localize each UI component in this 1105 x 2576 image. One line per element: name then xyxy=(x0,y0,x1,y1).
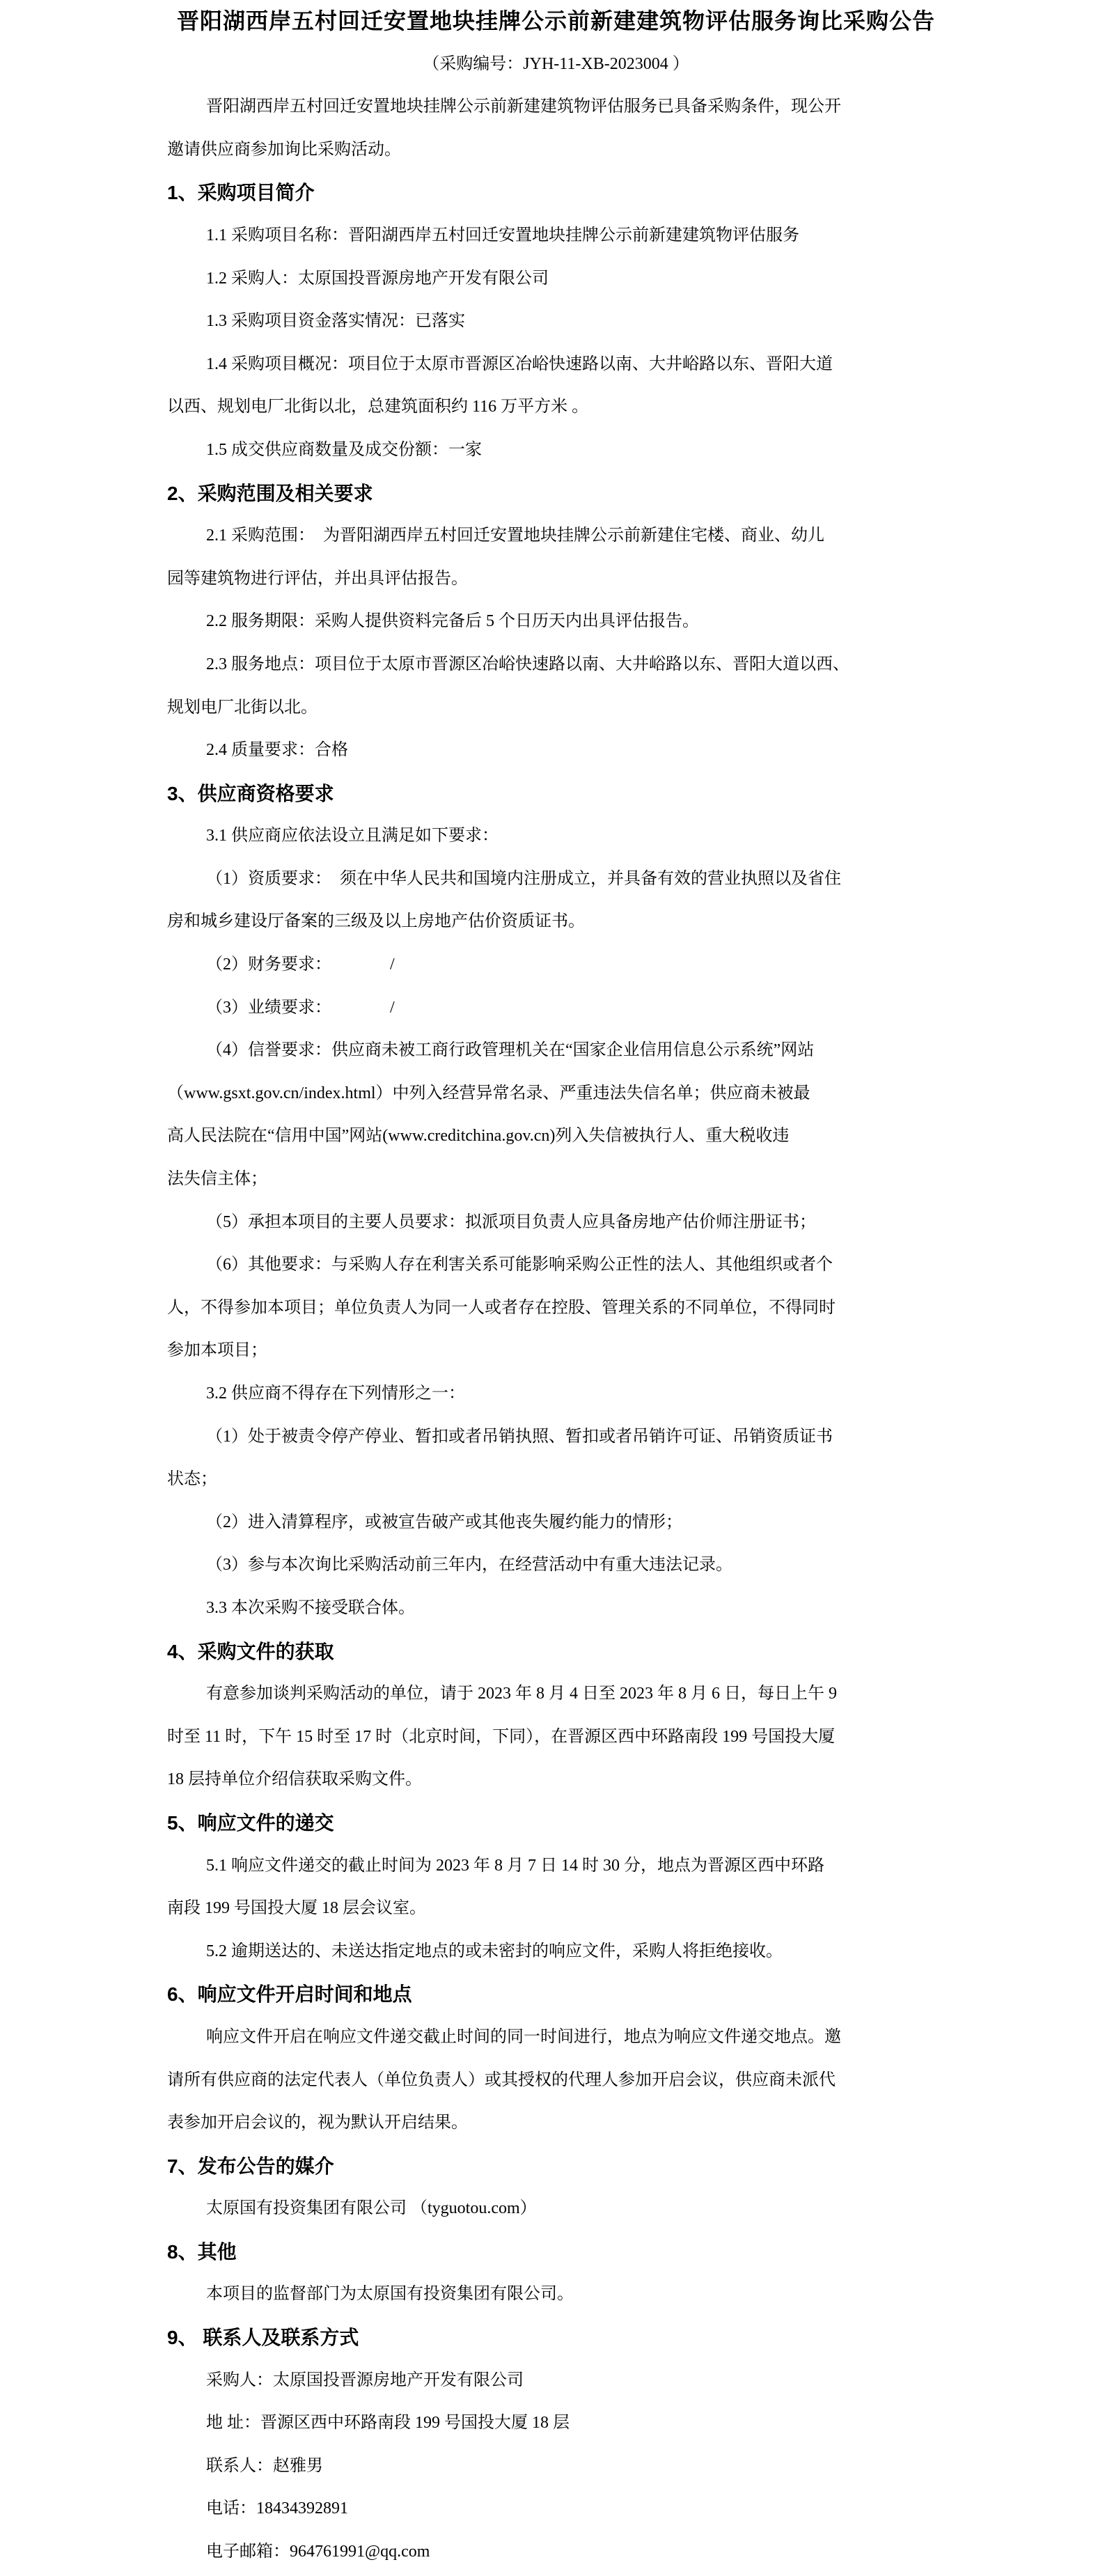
paragraph-line: 1.5 成交供应商数量及成交份额：一家 xyxy=(206,440,482,459)
section-heading: 7、发布公告的媒介 xyxy=(167,2155,334,2177)
paragraph-line: （2）进入清算程序，或被宣告破产或其他丧失履约能力的情形； xyxy=(206,1513,682,1531)
paragraph-line: 18 层持单位介绍信获取采购文件。 xyxy=(167,1770,422,1789)
doc-number: （采购编号：JYH-11-XB-2023004 ） xyxy=(423,54,689,73)
paragraph-line: 表参加开启会议的，视为默认开启结果。 xyxy=(167,2114,468,2132)
paragraph-line: 园等建筑物进行评估，并出具评估报告。 xyxy=(167,569,468,588)
paragraph-line: 本项目的监督部门为太原国有投资集团有限公司。 xyxy=(206,2285,574,2304)
paragraph-line: （1）资质要求： 须在中华人民共和国境内注册成立，并具备有效的营业执照以及省住 xyxy=(206,869,841,888)
paragraph-line: 5.2 逾期送达的、未送达指定地点的或未密封的响应文件，采购人将拒绝接收。 xyxy=(206,1942,783,1960)
paragraph-line: 1.4 采购项目概况：项目位于太原市晋源区冶峪快速路以南、大井峪路以东、晋阳大道 xyxy=(206,354,833,373)
paragraph-line: 2.4 质量要求：合格 xyxy=(206,741,348,760)
paragraph-line: （3）业绩要求： / xyxy=(206,998,395,1017)
paragraph-line: （4）信誉要求：供应商未被工商行政管理机关在“国家企业信用信息公示系统”网站 xyxy=(206,1041,815,1060)
section-heading: 4、采购文件的获取 xyxy=(167,1640,334,1662)
paragraph-line: 1.1 采购项目名称：晋阳湖西岸五村回迁安置地块挂牌公示前新建建筑物评估服务 xyxy=(206,226,799,244)
paragraph-line: 3.1 供应商应依法设立且满足如下要求： xyxy=(206,827,499,845)
section-heading: 2、采购范围及相关要求 xyxy=(167,482,373,504)
paragraph-line: 房和城乡建设厅备案的三级及以上房地产估价资质证书。 xyxy=(167,912,585,931)
paragraph-line: 参加本项目； xyxy=(167,1341,267,1360)
doc-title: 晋阳湖西岸五村回迁安置地块挂牌公示前新建建筑物评估服务询比采购公告 xyxy=(176,8,935,33)
paragraph-line: 5.1 响应文件递交的截止时间为 2023 年 8 月 7 日 14 时 30 分，地点为晋源区西中环路 xyxy=(206,1856,824,1875)
paragraph-line: （www.gsxt.gov.cn/index.html）中列入经营异常名录、严重违法失信名单；供应商未被最 xyxy=(167,1084,810,1102)
section-heading: 8、其他 xyxy=(167,2240,237,2263)
paragraph-line: 电话：18434392891 xyxy=(206,2499,348,2518)
paragraph-line: 晋阳湖西岸五村回迁安置地块挂牌公示前新建建筑物评估服务已具备采购条件，现公开 xyxy=(206,97,841,116)
paragraph-line: 联系人：赵雅男 xyxy=(206,2456,323,2475)
paragraph-line: 时至 11 时，下午 15 时至 17 时（北京时间，下同），在晋源区西中环路南段 199 号国投大厦 xyxy=(167,1727,836,1746)
paragraph-line: （3）参与本次询比采购活动前三年内，在经营活动中有重大违法记录。 xyxy=(206,1556,732,1575)
paragraph-line: 太原国有投资集团有限公司 （tyguotou.com） xyxy=(206,2199,537,2218)
paragraph-line: 南段 199 号国投大厦 18 层会议室。 xyxy=(167,1899,426,1918)
paragraph-line: 采购人：太原国投晋源房地产开发有限公司 xyxy=(206,2371,524,2389)
section-heading: 3、供应商资格要求 xyxy=(167,782,334,804)
paragraph-line: 1.2 采购人：太原国投晋源房地产开发有限公司 xyxy=(206,269,549,288)
paragraph-line: 邀请供应商参加询比采购活动。 xyxy=(167,140,401,159)
paragraph-line: 有意参加谈判采购活动的单位，请于 2023 年 8 月 4 日至 2023 年 8 月 6 日，每日上午 9 xyxy=(206,1685,837,1703)
paragraph-line: 法失信主体； xyxy=(167,1170,267,1189)
paragraph-line: 3.2 供应商不得存在下列情形之一： xyxy=(206,1384,465,1403)
paragraph-line: 2.1 采购范围： 为晋阳湖西岸五村回迁安置地块挂牌公示前新建住宅楼、商业、幼儿 xyxy=(206,526,824,545)
paragraph-line: （5）承担本项目的主要人员要求：拟派项目负责人应具备房地产估价师注册证书； xyxy=(206,1212,816,1231)
paragraph-line: 人，不得参加本项目；单位负责人为同一人或者存在控股、管理关系的不同单位，不得同时 xyxy=(167,1298,836,1317)
paragraph-line: 高人民法院在“信用中国”网站(www.creditchina.gov.cn)列入失信被执行人、重大税收违 xyxy=(167,1127,790,1146)
paragraph-line: 2.3 服务地点：项目位于太原市晋源区冶峪快速路以南、大井峪路以东、晋阳大道以西、 xyxy=(206,655,849,673)
section-heading: 9、 联系人及联系方式 xyxy=(167,2327,359,2349)
paragraph-line: 地 址：晋源区西中环路南段 199 号国投大厦 18 层 xyxy=(206,2414,570,2433)
paragraph-line: （6）其他要求：与采购人存在利害关系可能影响采购公正性的法人、其他组织或者个 xyxy=(206,1256,833,1274)
paragraph-line: 响应文件开启在响应文件递交截止时间的同一时间进行，地点为响应文件递交地点。邀 xyxy=(206,2027,841,2046)
paragraph-line: （1）处于被责令停产停业、暂扣或者吊销执照、暂扣或者吊销许可证、吊销资质证书 xyxy=(206,1427,833,1446)
section-heading: 6、响应文件开启时间和地点 xyxy=(167,1983,412,2006)
paragraph-line: 电子邮箱：964761991@qq.com xyxy=(206,2543,430,2561)
paragraph-line: 规划电厂北街以北。 xyxy=(167,698,318,717)
paragraph-line: 以西、规划电厂北街以北，总建筑面积约 116 万平方米 。 xyxy=(167,398,589,416)
section-heading: 1、采购项目简介 xyxy=(167,182,315,204)
paragraph-line: 状态； xyxy=(167,1470,217,1489)
paragraph-line: （2）财务要求： / xyxy=(206,955,395,974)
paragraph-line: 1.3 采购项目资金落实情况：已落实 xyxy=(206,312,465,331)
paragraph-line: 3.3 本次采购不接受联合体。 xyxy=(206,1598,415,1617)
paragraph-line: 请所有供应商的法定代表人（单位负责人）或其授权的代理人参加开启会议，供应商未派代 xyxy=(167,2070,836,2089)
document-body xyxy=(167,86,945,2573)
section-heading: 5、响应文件的递交 xyxy=(167,1811,334,1834)
paragraph-line: 2.2 服务期限：采购人提供资料完备后 5 个日历天内出具评估报告。 xyxy=(206,612,699,631)
